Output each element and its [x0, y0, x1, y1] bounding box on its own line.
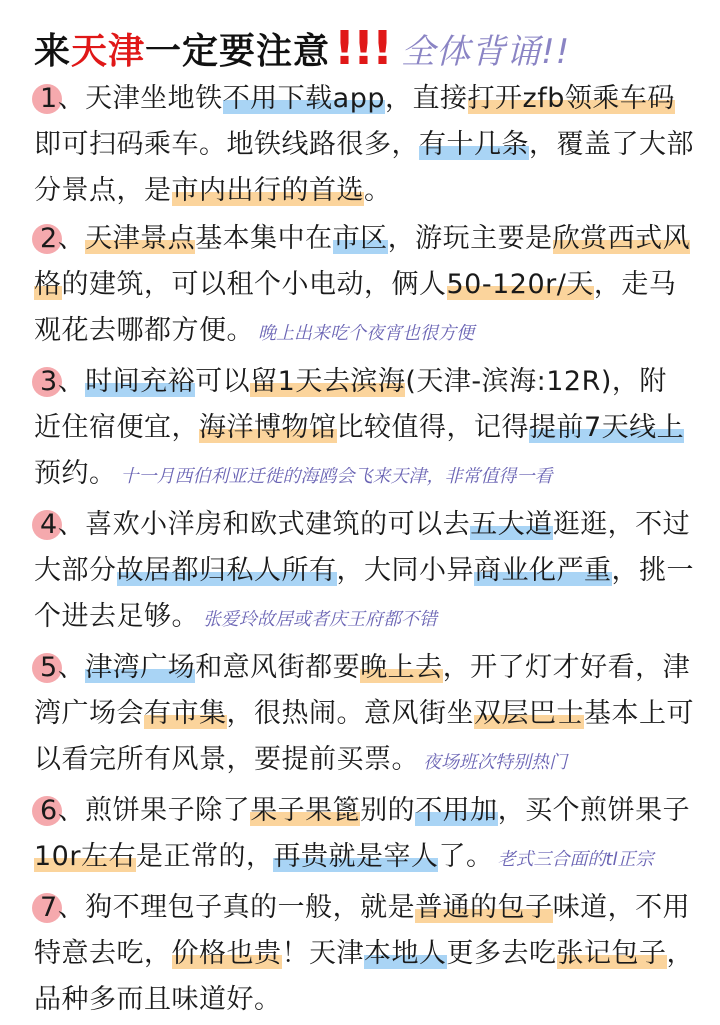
- tip-text: 、天津坐地铁: [57, 83, 223, 114]
- tip-text: 、: [57, 223, 86, 254]
- tip-highlight: 不用加: [415, 795, 498, 826]
- tip-text: 基本上可以看完所有风景，要提前买票。: [34, 698, 694, 775]
- tip-number: 2: [34, 216, 58, 262]
- tip-text: ，覆盖了大部分景点，是: [34, 129, 694, 206]
- tip-text: ，挑一个进去足够。: [34, 555, 694, 632]
- tip-item-1: [34, 76, 694, 214]
- tip-text: ，很热闹。意风街坐: [226, 698, 474, 729]
- tip-text: 了。: [438, 841, 494, 872]
- tip-highlight: 故居都归私人所有: [116, 555, 337, 586]
- tip-text: 是正常的，: [135, 841, 274, 872]
- tip-text: 的建筑，可以租个小电动，俩人: [61, 269, 447, 300]
- tip-text: 味道，不用特意去吃，: [34, 892, 691, 969]
- tip-number: 4: [34, 502, 58, 548]
- tip-text: 、喜欢小洋房和欧式建筑的可以去: [57, 509, 471, 540]
- tip-highlight: 有十几条: [419, 129, 529, 160]
- handwritten-note: 张爱玲故居或者庆王府都不错: [203, 609, 437, 630]
- tip-highlight: 普通的包子: [415, 892, 553, 923]
- tip-text: 逛逛，不过大部分: [34, 509, 691, 586]
- tips-list: [34, 76, 694, 1025]
- tip-number: 6: [34, 788, 58, 834]
- tip-item-2: [34, 216, 694, 357]
- tip-highlight: 本地人: [364, 938, 447, 969]
- tip-text: 可以: [195, 366, 251, 397]
- tip-highlight: 市内出行的首选: [171, 175, 364, 206]
- tip-text: ，买个煎饼果子: [497, 795, 691, 826]
- tip-text: 、: [57, 366, 86, 397]
- tip-highlight: 海洋博物馆: [199, 412, 337, 443]
- tip-text: 预约。: [34, 458, 117, 489]
- tip-highlight: 果子果篦: [250, 795, 361, 826]
- tip-text: ，游玩主要是: [387, 223, 553, 254]
- tip-text: 更多去吃: [446, 938, 557, 969]
- tip-highlight: 欣赏西式风格: [34, 223, 691, 300]
- tip-text: 和意风街都要: [195, 652, 361, 683]
- tip-highlight: 再贵就是宰人: [273, 841, 439, 872]
- title-side-note: 全体背诵!!: [400, 31, 571, 72]
- tip-item-5: [34, 645, 694, 786]
- tip-text: 、煎饼果子除了: [57, 795, 251, 826]
- tip-highlight: 时间充裕: [85, 366, 196, 397]
- tip-text: 基本集中在: [195, 223, 333, 254]
- handwritten-note: 晚上出来吃个夜宵也很方便: [258, 323, 474, 344]
- handwritten-note: 十一月西伯利亚迁徙的海鸥会飞来天津，非常值得一看: [120, 466, 553, 487]
- tip-text: 。: [364, 175, 392, 206]
- tip-item-4: [34, 502, 694, 643]
- tip-highlight: 市区: [332, 223, 388, 254]
- tip-highlight: 五大道: [470, 509, 553, 540]
- tip-item-7: [34, 885, 694, 1023]
- tip-highlight: 留1天去滨海: [250, 366, 406, 397]
- tip-highlight: 提前7天线上: [529, 412, 685, 443]
- tip-text: 比较值得，记得: [336, 412, 529, 443]
- tip-highlight: 晚上去: [360, 652, 443, 683]
- tip-highlight: 有市集: [144, 698, 227, 729]
- tip-item-6: [34, 788, 694, 883]
- tip-item-3: [34, 359, 694, 500]
- tip-highlight: 50-120r/天: [446, 269, 594, 300]
- tip-text: ，走马观花去哪都方便。: [34, 269, 677, 346]
- tip-text: (天津-滨海:12R)，附近住宿便宜，: [34, 366, 667, 443]
- tip-number: 5: [34, 645, 58, 691]
- tip-highlight: 津湾广场: [85, 652, 196, 683]
- tip-text: ，直接: [385, 83, 468, 114]
- title-part3: 一定要注意: [145, 30, 331, 72]
- handwritten-note: 夜场班次特别热门: [423, 752, 567, 773]
- tip-number: 1: [34, 76, 58, 122]
- title-exclaim: !!!: [334, 21, 391, 75]
- title-city: 天津: [71, 30, 146, 72]
- tip-text: ，品种多而且味道好。: [34, 938, 694, 1015]
- page-title: [34, 18, 570, 78]
- tip-text: 、: [57, 652, 86, 683]
- tip-highlight: 天津景点: [85, 223, 196, 254]
- tip-highlight: 打开zfb领乘车码: [467, 83, 675, 114]
- tip-text: 即可扫码乘车。地铁线路很多，: [34, 129, 419, 160]
- tip-text: 别的: [360, 795, 416, 826]
- tip-number: 3: [34, 359, 58, 405]
- tip-highlight: 10r左右: [34, 841, 136, 872]
- tip-text: 、狗不理包子真的一般，就是: [57, 892, 416, 923]
- tip-text: ！天津: [281, 938, 364, 969]
- tip-number: 7: [34, 885, 58, 931]
- tip-highlight: 商业化严重: [474, 555, 612, 586]
- tip-text: ，大同小异: [336, 555, 474, 586]
- handwritten-note: 老式三合面的tl正宗: [497, 849, 654, 870]
- tip-highlight: 张记包子: [556, 938, 667, 969]
- tip-text: ，开了灯才好看，津湾广场会: [34, 652, 691, 729]
- tip-highlight: 双层巴士: [474, 698, 584, 729]
- title-part1: 来: [34, 30, 72, 72]
- tip-highlight: 价格也贵: [171, 938, 282, 969]
- tip-highlight: 不用下载app: [222, 83, 386, 114]
